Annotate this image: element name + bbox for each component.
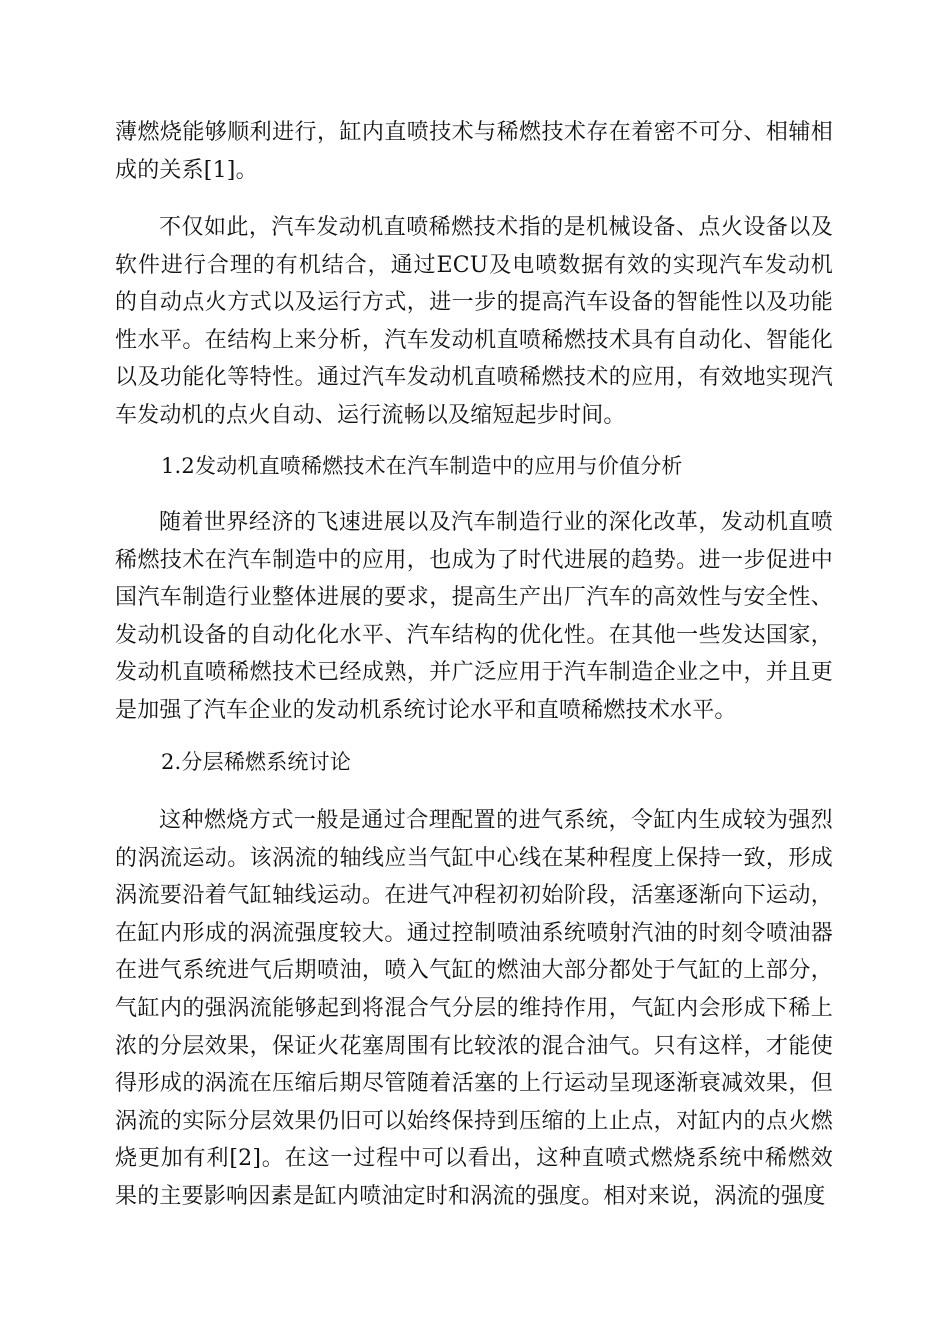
section-heading-1-2: 1.2发动机直喷稀燃技术在汽车制造中的应用与价值分析 — [161, 454, 683, 478]
section-heading-2: 2.分层稀燃系统讨论 — [161, 750, 352, 774]
paragraph-application-value: 随着世界经济的飞速进展以及汽车制造行业的深化改革，发动机直喷稀燃技术在汽车制造中的应用，也成为了时代进展的趋势。进一步促进中国汽车制造行业整体进展的要求，提高生产出厂汽车的高效性与安全性、发动机设备的自动化化水平、汽车结构的优化性。在其他一些发达国家，发动机直喷稀燃技术已经成熟，并广泛应用于汽车制造企业之中，并且更是加强了汽车企业的发动机系统讨论水平和直喷稀燃技术水平。 — [115, 510, 833, 723]
paragraph-continuation: 薄燃烧能够顺利进行，缸内直喷技术与稀燃技术存在着密不可分、相辅相成的关系[1]。 — [115, 120, 833, 183]
paragraph-technology-overview: 不仅如此，汽车发动机直喷稀燃技术指的是机械设备、点火设备以及软件进行合理的有机结合，通过ECU及电喷数据有效的实现汽车发动机的自动点火方式以及运行方式，进一步的提高汽车设备的智能性以及功能性水平。在结构上来分析，汽车发动机直喷稀燃技术具有自动化、智能化以及功能化等特性。通过汽车发动机直喷稀燃技术的应用，有效地实现汽车发动机的点火自动、运行流畅以及缩短起步时间。 — [115, 215, 833, 428]
paragraph-stratified-combustion: 这种燃烧方式一般是通过合理配置的进气系统，令缸内生成较为强烈的涡流运动。该涡流的轴线应当气缸中心线在某种程度上保持一致，形成涡流要沿着气缸轴线运动。在进气冲程初初始阶段，活塞逐渐向下运动，在缸内形成的涡流强度较大。通过控制喷油系统喷射汽油的时刻令喷油器在进气系统进气后期喷油，喷入气缸的燃油大部分都处于气缸的上部分，气缸内的强涡流能够起到将混合气分层的维持作用，气缸内会形成下稀上浓的分层效果，保证火花塞周围有比较浓的混合油气。只有这样，才能使得形成的涡流在压缩后期尽管随着活塞的上行运动呈现逐渐衰减效果，但涡流的实际分层效果仍旧可以始终保持到压缩的上止点，对缸内的点火燃烧更加有利[2]。在这一过程中可以看出，这种直喷式燃烧系统中稀燃效果的主要影响因素是缸内喷油定时和涡流的强度。相对来说，涡流的强度 — [115, 808, 833, 1209]
